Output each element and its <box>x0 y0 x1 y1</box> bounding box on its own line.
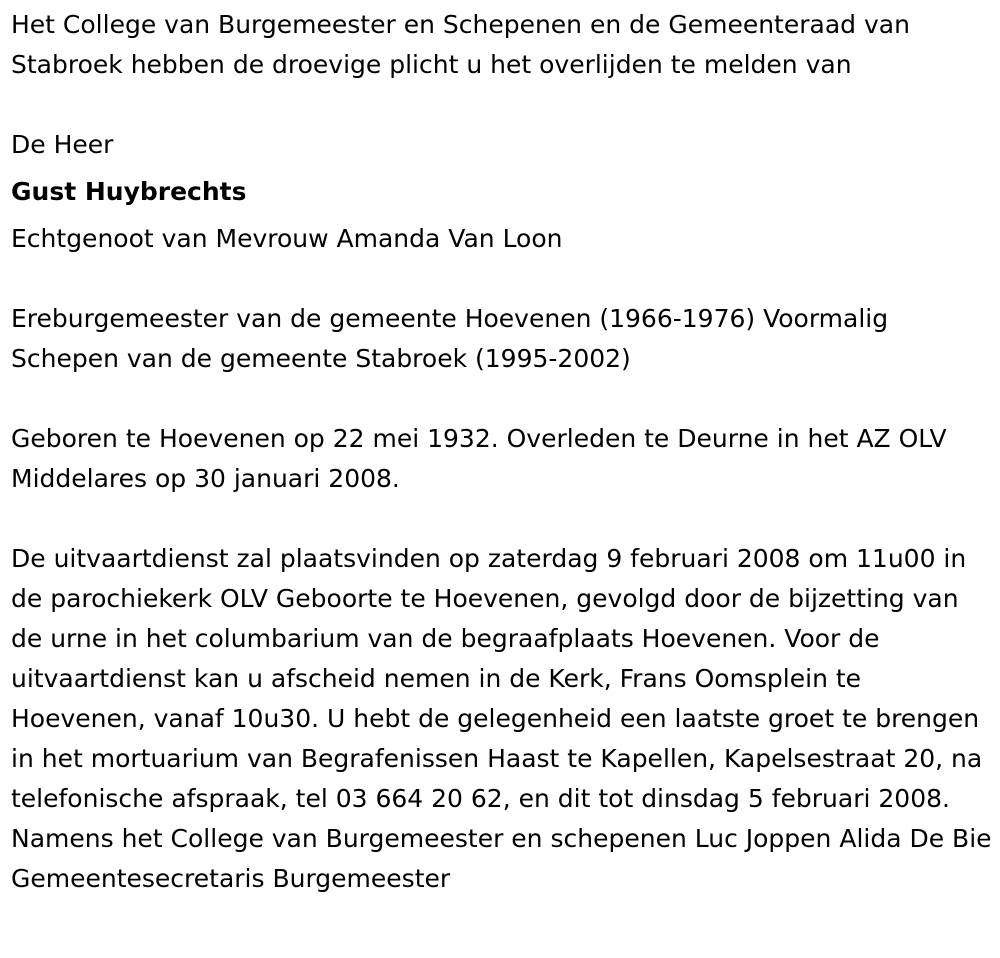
death-announcement <box>11 5 996 899</box>
birth-death-paragraph: Geboren te Hoevenen op 22 mei 1932. Overleden te Deurne in het AZ OLV Middelares op 30 januari 2008. <box>11 424 947 493</box>
funeral-details-paragraph: De uitvaartdienst zal plaatsvinden op zaterdag 9 februari 2008 om 11u00 in de parochiekerk OLV Geboorte te Hoevenen, gevolgd door de bijzetting van de urne in het columbarium van de begraafplaats Hoevenen. Voor de uitvaartdienst kan u afscheid nemen in de Kerk, Frans Oomsplein te Hoevenen, vanaf 10u30. U hebt de gelegenheid een laatste groet te brengen in het mortuarium van Begrafenissen Haast te Kapellen, Kapelsestraat 20, na telefonische afspraak, tel 03 664 20 62, en dit tot dinsdag 5 februari 2008. Namens het College van Burgemeester en schepenen Luc Joppen Alida De Bie Gemeentesecretaris Burgemeester <box>11 544 992 893</box>
salutation: De Heer <box>11 130 114 159</box>
spouse-line: Echtgenoot van Mevrouw Amanda Van Loon <box>11 224 563 253</box>
deceased-name: Gust Huybrechts <box>11 177 247 206</box>
titles-paragraph: Ereburgemeester van de gemeente Hoevenen (1966-1976) Voormalig Schepen van de gemeente Stabroek (1995-2002) <box>11 304 889 373</box>
intro-paragraph: Het College van Burgemeester en Schepenen en de Gemeenteraad van Stabroek hebben de droevige plicht u het overlijden te melden van <box>11 10 910 79</box>
